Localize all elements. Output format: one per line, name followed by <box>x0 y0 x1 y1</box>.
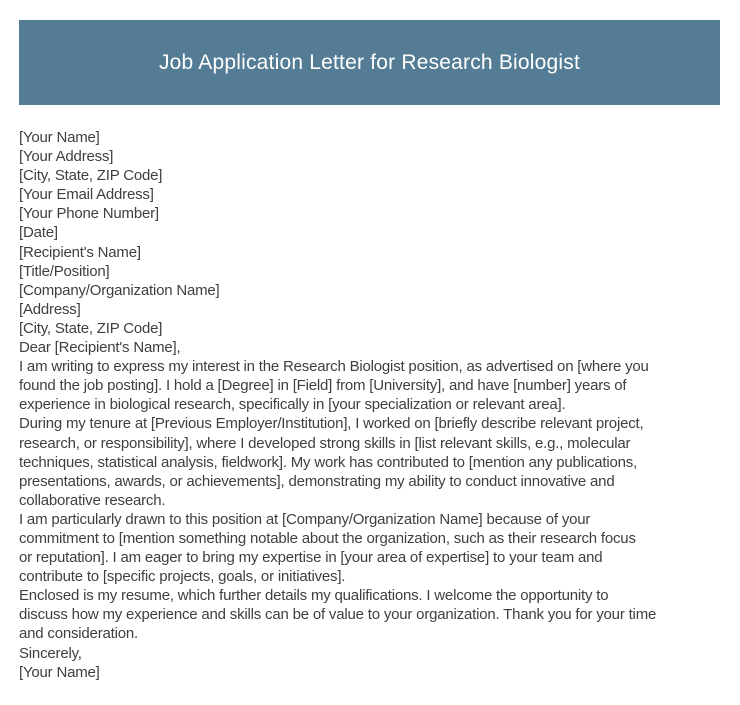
letter-line-signature: [Your Name] <box>19 663 100 681</box>
page-title: Job Application Letter for Research Biologist <box>158 50 581 74</box>
letter-line: presentations, awards, or achievements], demonstrating my ability to conduct innovative and <box>19 472 615 490</box>
title-band <box>19 20 720 105</box>
letter-body <box>19 128 729 682</box>
letter-line: [City, State, ZIP Code] <box>19 319 163 337</box>
letter-line: I am writing to express my interest in the Research Biologist position, as advertised on [where you <box>19 358 649 376</box>
letter-line: and consideration. <box>19 625 138 643</box>
letter-line: [Your Email Address] <box>19 186 154 204</box>
letter-line: discuss how my experience and skills can be of value to your organization. Thank you for your time <box>19 606 657 624</box>
letter-line: [Title/Position] <box>19 262 110 280</box>
letter-line: [City, State, ZIP Code] <box>19 167 163 185</box>
letter-line: commitment to [mention something notable about the organization, such as their research focus <box>19 529 636 547</box>
letter-line: research, or responsibility], where I developed strong skills in [list relevant skills, e.g., molecular <box>19 434 631 452</box>
letter-line: collaborative research. <box>19 491 166 509</box>
letter-line: contribute to [specific projects, goals, or initiatives]. <box>19 568 346 586</box>
letter-line: found the job posting]. I hold a [Degree] in [Field] from [University], and have [number] years of <box>19 377 627 395</box>
letter-line: During my tenure at [Previous Employer/Institution], I worked on [briefly describe relevant project, <box>19 415 644 433</box>
letter-line: [Date] <box>19 224 58 242</box>
letter-line: experience in biological research, specifically in [your specialization or relevant area]. <box>19 396 566 414</box>
letter-line: [Your Name] <box>19 129 100 146</box>
letter-line: [Company/Organization Name] <box>19 281 220 299</box>
letter-line-closing: Sincerely, <box>19 644 82 662</box>
letter-line: [Address] <box>19 300 81 318</box>
letter-line: [Your Phone Number] <box>19 205 159 223</box>
letter-line: [Your Address] <box>19 148 114 166</box>
letter-line-salutation: Dear [Recipient's Name], <box>19 339 181 357</box>
letter-line: or reputation]. I am eager to bring my expertise in [your area of expertise] to your team and <box>19 549 603 567</box>
letter-line: [Recipient's Name] <box>19 243 141 261</box>
letter-line: I am particularly drawn to this position at [Company/Organization Name] because of your <box>19 510 591 528</box>
letter-line: Enclosed is my resume, which further details my qualifications. I welcome the opportunity to <box>19 587 609 605</box>
letter-line: techniques, statistical analysis, fieldwork]. My work has contributed to [mention any publications, <box>19 453 638 471</box>
